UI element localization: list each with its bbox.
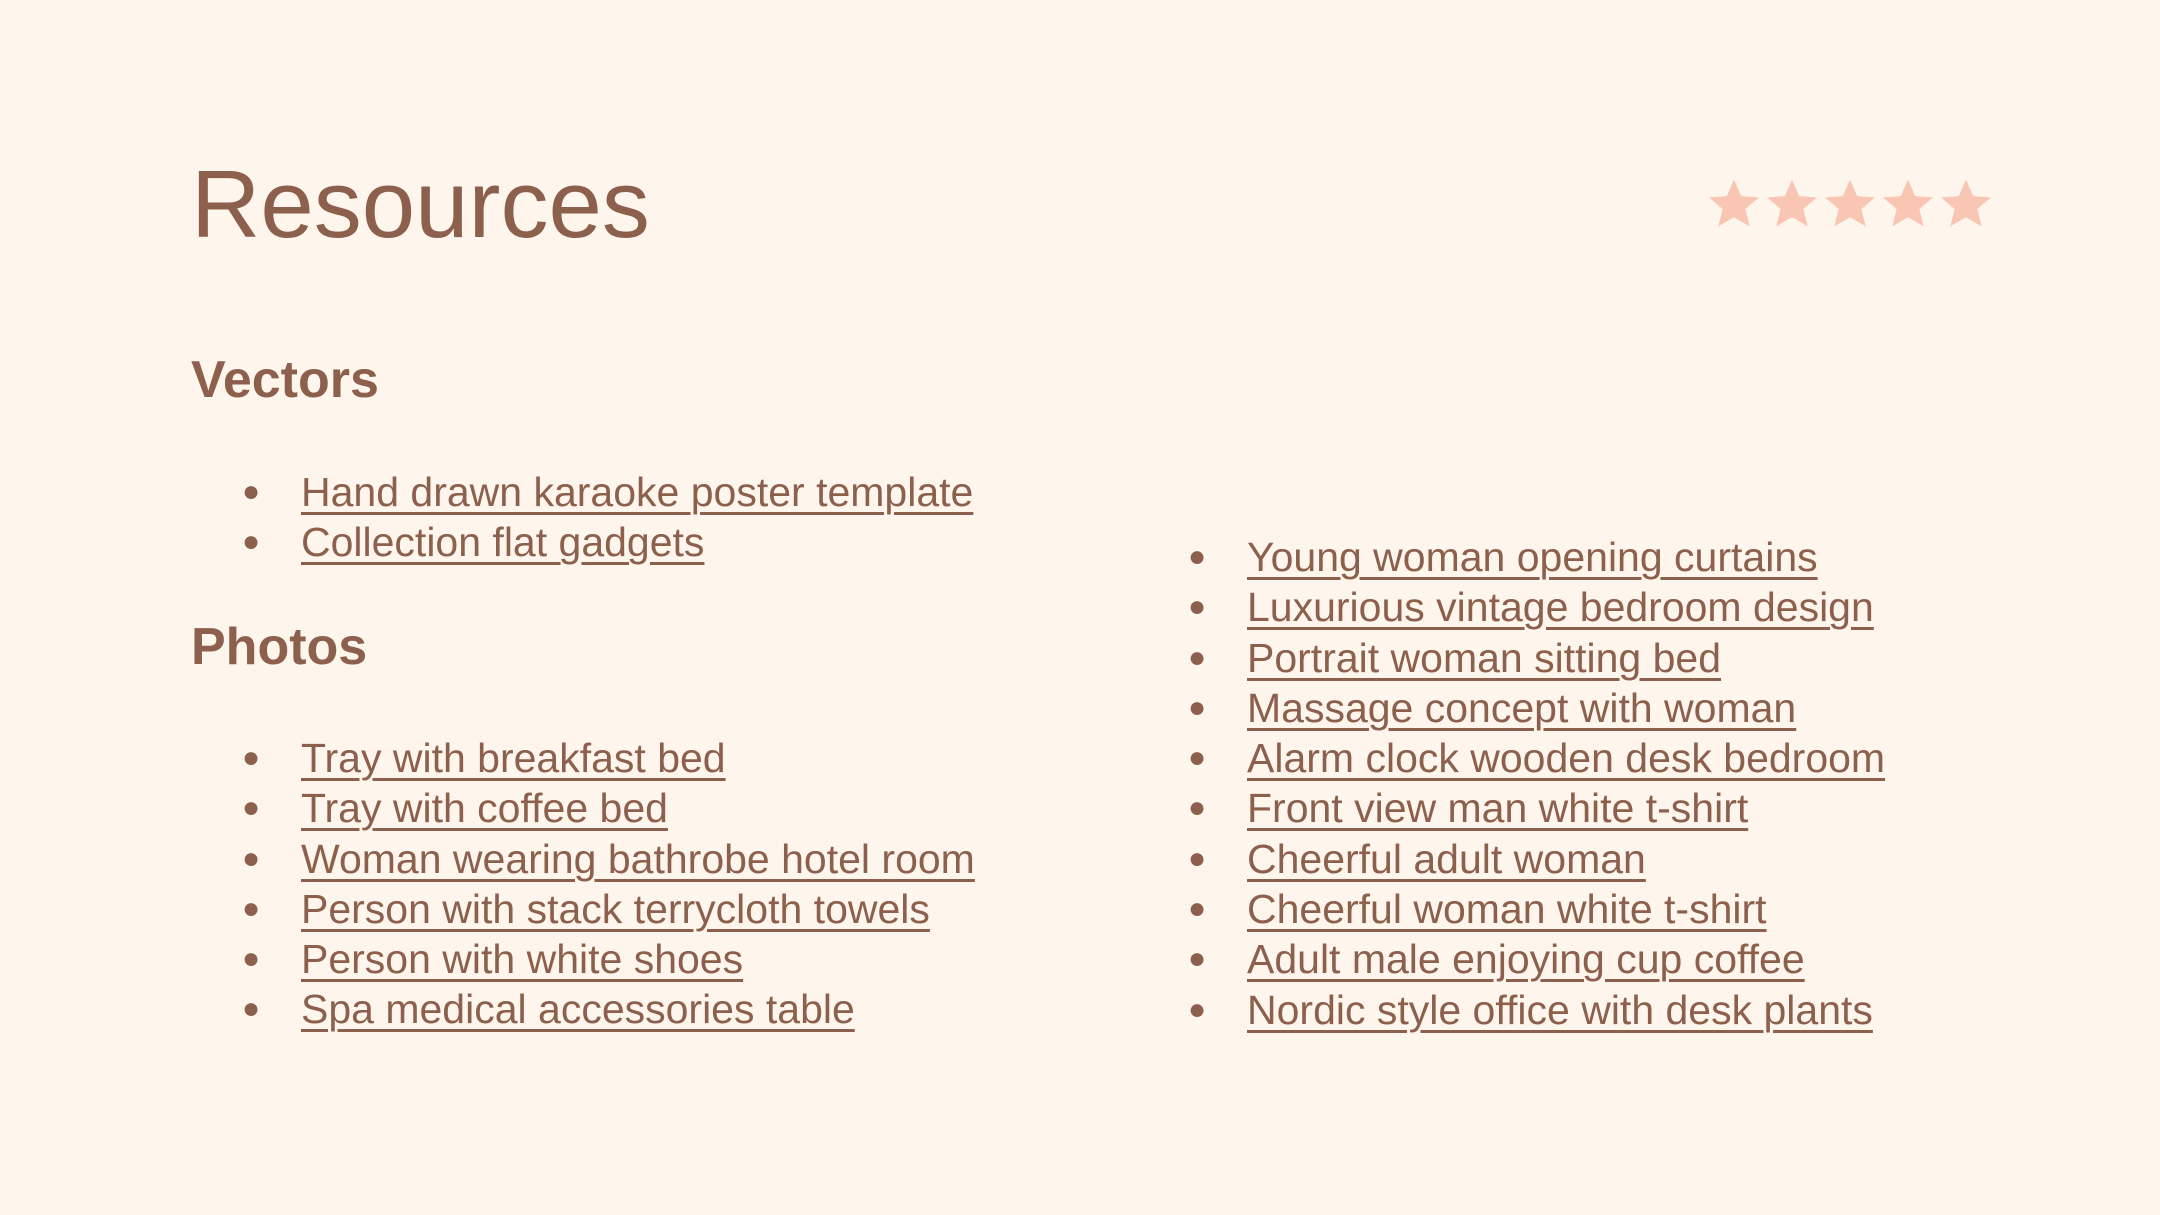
list-item	[1187, 834, 1885, 884]
list-item	[1187, 884, 1885, 934]
bullet-icon: ●	[1187, 992, 1207, 1026]
resource-link[interactable]: Tray with coffee bed	[301, 785, 668, 832]
list-item	[1187, 733, 1886, 783]
list-item	[241, 733, 975, 783]
bullet-icon: ●	[241, 475, 261, 508]
bullet-icon: ●	[1187, 841, 1207, 875]
list-item	[241, 984, 975, 1034]
resource-link[interactable]: Adult male enjoying cup coffee	[1247, 936, 1805, 983]
resource-link[interactable]: Nordic style office with desk plants	[1247, 986, 1873, 1033]
bullet-icon: ●	[241, 841, 261, 875]
bullet-icon: ●	[241, 891, 261, 925]
resource-link[interactable]: Cheerful woman white t-shirt	[1247, 886, 1767, 933]
more-photos-list	[1187, 532, 1886, 1035]
vectors-heading: Vectors	[191, 351, 379, 409]
resource-link[interactable]: Hand drawn karaoke poster template	[301, 469, 974, 515]
list-item	[241, 934, 975, 984]
bullet-icon: ●	[1187, 791, 1207, 825]
resource-link[interactable]: Young woman opening curtains	[1247, 534, 1818, 580]
bullet-icon: ●	[1187, 640, 1207, 674]
list-item	[1187, 934, 1885, 984]
list-item	[241, 467, 974, 517]
list-item	[1187, 985, 1885, 1035]
resource-link[interactable]: Woman wearing bathrobe hotel room	[301, 835, 975, 882]
list-item	[241, 834, 975, 884]
resource-link[interactable]: Person with white shoes	[301, 936, 744, 983]
resource-link[interactable]: Collection flat gadgets	[301, 519, 705, 566]
bullet-icon: ●	[1187, 892, 1207, 926]
star-icon	[1879, 176, 1937, 232]
bullet-icon: ●	[1187, 741, 1207, 775]
bullet-icon: ●	[241, 741, 261, 774]
page-title: Resources	[191, 151, 650, 258]
resource-link[interactable]: Cheerful adult woman	[1247, 835, 1646, 882]
bullet-icon: ●	[241, 525, 261, 559]
resource-link[interactable]: Spa medical accessories table	[301, 986, 855, 1033]
bullet-icon: ●	[241, 791, 261, 825]
star-icon	[1763, 176, 1821, 232]
resource-link[interactable]: Massage concept with woman	[1247, 684, 1797, 731]
resource-link[interactable]: Front view man white t-shirt	[1247, 785, 1749, 832]
resource-link[interactable]: Tray with breakfast bed	[301, 735, 726, 781]
bullet-icon: ●	[1187, 590, 1207, 624]
list-item	[1187, 783, 1885, 833]
list-item	[241, 884, 975, 934]
star-icon	[1821, 176, 1879, 232]
photos-list	[241, 733, 975, 1035]
bullet-icon: ●	[1187, 540, 1207, 573]
photos-heading: Photos	[191, 618, 368, 676]
list-item	[1187, 582, 1885, 632]
vectors-list	[241, 467, 974, 568]
bullet-icon: ●	[241, 942, 261, 976]
list-item	[1187, 532, 1885, 582]
resource-link[interactable]: Portrait woman sitting bed	[1247, 634, 1722, 681]
list-item	[1187, 683, 1885, 733]
resource-link[interactable]: Luxurious vintage bedroom design	[1247, 584, 1874, 631]
star-icon	[1937, 176, 1995, 232]
bullet-icon: ●	[1187, 690, 1207, 724]
list-item	[241, 783, 975, 833]
resource-link[interactable]: Person with stack terrycloth towels	[301, 885, 930, 932]
rating-stars	[1705, 176, 1995, 232]
resource-link[interactable]: Alarm clock wooden desk bedroom	[1247, 735, 1886, 782]
star-icon	[1705, 176, 1763, 232]
bullet-icon: ●	[1187, 942, 1207, 976]
list-item	[1187, 633, 1885, 683]
list-item	[241, 517, 973, 567]
bullet-icon: ●	[241, 992, 261, 1026]
